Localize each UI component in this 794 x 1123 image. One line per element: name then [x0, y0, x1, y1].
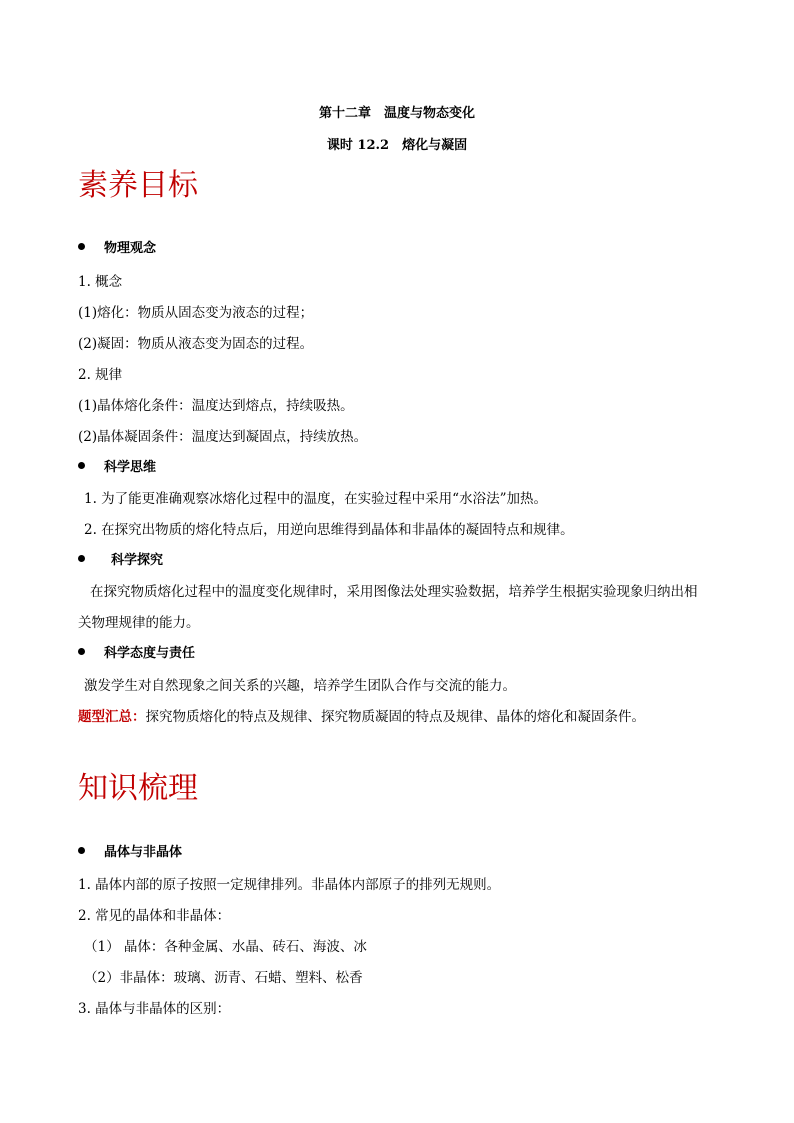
- knowledge-line: 2. 常见的晶体和非晶体：: [78, 908, 231, 924]
- physics-concept-heading: 物理观念: [78, 237, 156, 256]
- scientific-thinking-heading: 科学思维: [78, 456, 156, 475]
- lesson-title: 课时 12.2 熔化与凝固: [326, 138, 468, 153]
- knowledge-section-title: 知识梳理: [78, 771, 198, 806]
- thinking-line: 1. 为了能更准确观察冰熔化过程中的温度，在实验过程中采用“水浴法”加热。: [84, 491, 547, 507]
- bullet-icon: [78, 847, 85, 854]
- concept-line: (2)晶体凝固条件：温度达到凝固点，持续放热。: [78, 429, 368, 445]
- knowledge-line: 3. 晶体与非晶体的区别：: [78, 1001, 231, 1017]
- concept-line: 2. 规律: [78, 367, 123, 383]
- summary-text: 探究物质熔化的特点及规律、探究物质凝固的特点及规律、晶体的熔化和凝固条件。: [145, 709, 645, 725]
- bullet-icon: [78, 648, 85, 655]
- bullet-icon: [78, 243, 85, 250]
- concept-line: (2)凝固：物质从液态变为固态的过程。: [78, 336, 314, 352]
- crystal-heading: 晶体与非晶体: [78, 841, 182, 860]
- attitude-line: 激发学生对自然现象之间关系的兴趣，培养学生团队合作与交流的能力。: [84, 678, 516, 694]
- chapter-title: 第十二章 温度与物态变化: [318, 106, 475, 121]
- bullet-icon: [78, 462, 85, 469]
- summary-label: 题型汇总：: [78, 709, 146, 725]
- knowledge-line: （2）非晶体：玻璃、沥青、石蜡、塑料、松香: [84, 970, 363, 986]
- concept-line: (1)熔化：物质从固态变为液态的过程；: [78, 305, 314, 321]
- attitude-heading: 科学态度与责任: [78, 642, 195, 661]
- goals-section-title: 素养目标: [78, 168, 198, 203]
- inquiry-line: 关物理规律的能力。: [78, 615, 200, 631]
- scientific-inquiry-heading: 科学探究: [78, 549, 163, 568]
- summary-line: [78, 705, 645, 725]
- thinking-line: 2. 在探究出物质的熔化特点后，用逆向思维得到晶体和非晶体的凝固特点和规律。: [84, 522, 574, 538]
- knowledge-line: （1） 晶体：各种金属、水晶、砖石、海波、冰: [84, 939, 367, 955]
- inquiry-line: 在探究物质熔化过程中的温度变化规律时，采用图像法处理实验数据，培养学生根据实验现象归纳出相: [90, 584, 698, 600]
- concept-line: 1. 概念: [78, 274, 123, 290]
- concept-line: (1)晶体熔化条件：温度达到熔点，持续吸热。: [78, 398, 354, 414]
- bullet-icon: [78, 555, 85, 562]
- knowledge-line: 1. 晶体内部的原子按照一定规律排列。非晶体内部原子的排列无规则。: [78, 877, 501, 893]
